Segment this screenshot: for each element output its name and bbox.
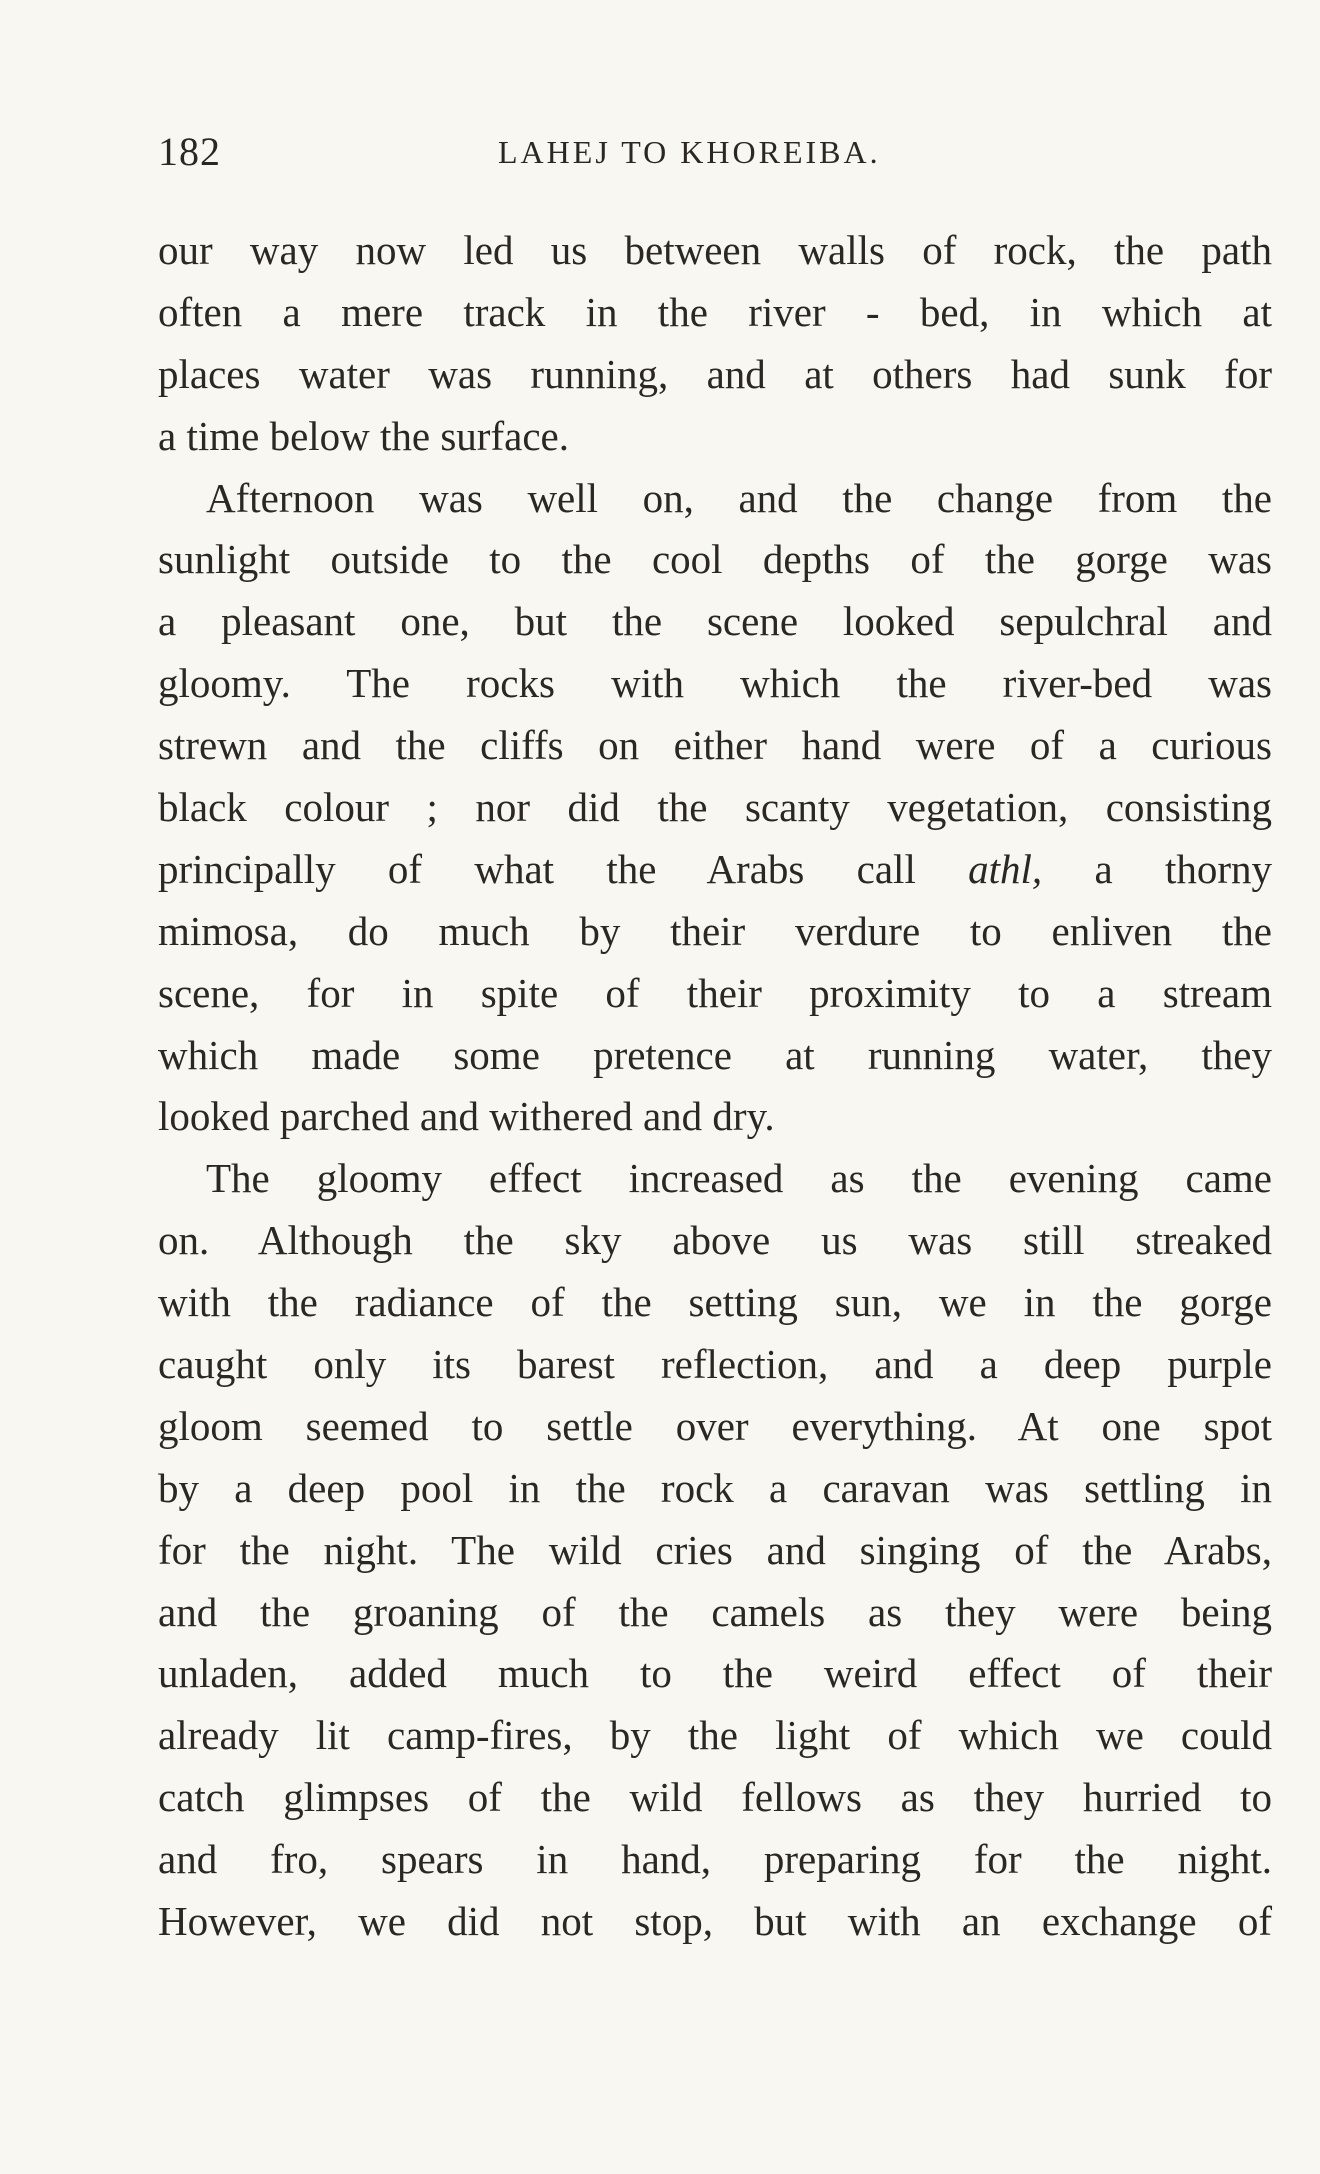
text-line: by a deep pool in the rock a caravan was settling in <box>158 1464 1272 1511</box>
text-line: for the night. The wild cries and singing of the Arabs, <box>158 1526 1272 1573</box>
text-line: with the radiance of the setting sun, we in the gorge <box>158 1279 1272 1326</box>
text-line: The gloomy effect increased as the evening came <box>206 1155 1272 1202</box>
text-line: already lit camp-fires, by the light of which we could <box>158 1712 1272 1759</box>
text-line: a time below the surface. <box>158 412 569 459</box>
text-line: gloomy. The rocks with which the river-bed was <box>158 660 1272 707</box>
text-line: strewn and the cliffs on either hand were of a curious <box>158 722 1272 769</box>
running-head <box>158 128 1276 178</box>
text-line: mimosa, do much by their verdure to enliven the <box>158 907 1272 954</box>
text-segment: a thorny <box>1042 845 1272 892</box>
text-line: unladen, added much to the weird effect of their <box>158 1650 1272 1697</box>
text-line: often a mere track in the river - bed, in which at <box>158 288 1272 335</box>
text-line: sunlight outside to the cool depths of the gorge was <box>158 536 1272 583</box>
text-line: looked parched and withered and dry. <box>158 1093 775 1140</box>
text-line: caught only its barest reflection, and a deep purple <box>158 1341 1272 1388</box>
text-line: and the groaning of the camels as they were being <box>158 1588 1272 1635</box>
text-line: gloom seemed to settle over everything. At one spot <box>158 1402 1272 1449</box>
text-line: our way now led us between walls of rock, the path <box>158 227 1272 273</box>
text-line: However, we did not stop, but with an exchange of <box>158 1898 1272 1945</box>
text-line: places water was running, and at others had sunk for <box>158 350 1272 397</box>
text-line: which made some pretence at running water, they <box>158 1031 1272 1078</box>
text-line: Afternoon was well on, and the change from the <box>206 474 1272 521</box>
text-line: scene, for in spite of their proximity to a stream <box>158 969 1272 1016</box>
text-line <box>158 839 1272 901</box>
body-text <box>158 220 1272 1953</box>
running-title: LAHEJ TO KHOREIBA. <box>498 134 881 170</box>
text-segment: principally of what the Arabs call <box>158 845 969 892</box>
text-line: and fro, spears in hand, preparing for the night. <box>158 1836 1272 1883</box>
text-line: a pleasant one, but the scene looked sepulchral and <box>158 598 1272 645</box>
text-line: on. Although the sky above us was still streaked <box>158 1217 1272 1264</box>
italic-term: athl, <box>968 845 1043 892</box>
text-line: black colour ; nor did the scanty vegetation, consisting <box>158 784 1272 831</box>
text-line: catch glimpses of the wild fellows as they hurried to <box>158 1774 1272 1821</box>
page-number: 182 <box>158 129 221 174</box>
